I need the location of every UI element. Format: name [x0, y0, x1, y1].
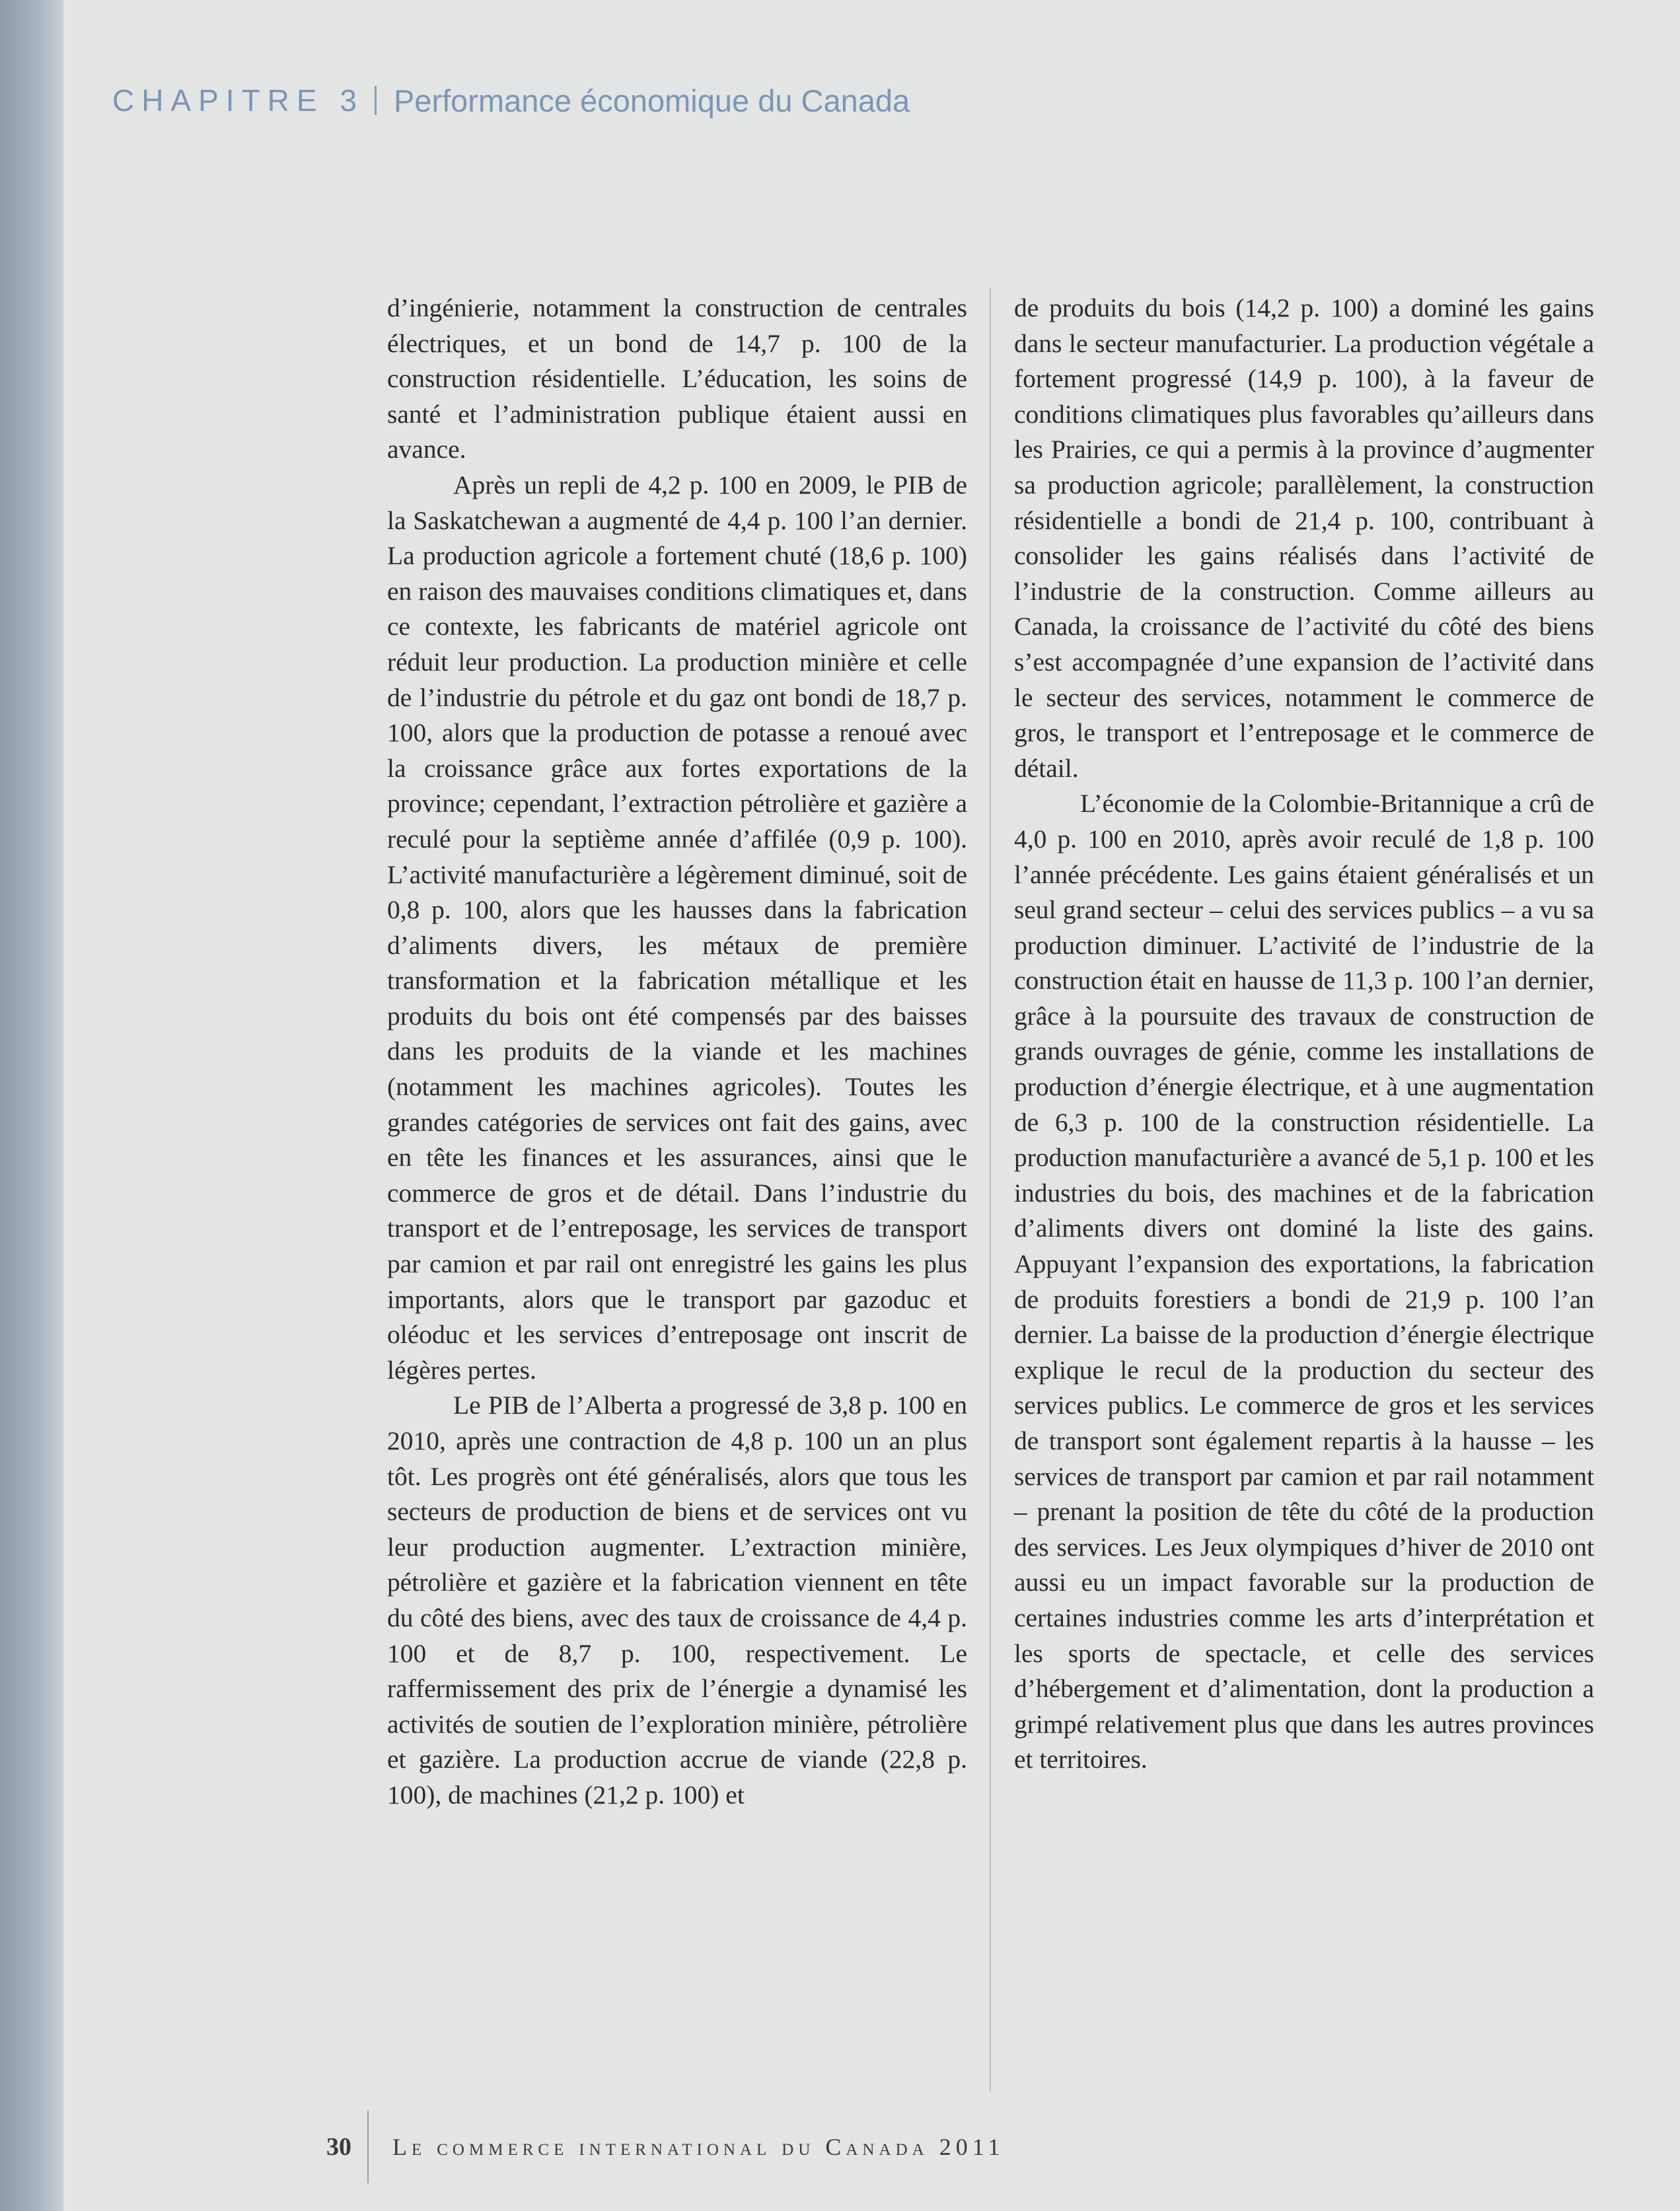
- header-separator: [375, 86, 377, 115]
- chapter-header: [112, 74, 910, 127]
- text-column-left: [387, 291, 967, 1813]
- page-edge-band: [0, 0, 63, 2211]
- paragraph: Après un repli de 4,2 p. 100 en 2009, le PIB de la Saskatchewan a augmenté de 4,4 p. 100 l’an dernier. La production agricole a fortement chuté (18,6 p. 100) en raison des mauvaises conditions climatiques et, dans ce contexte, les fabricants de matériel agricole ont réduit leur production. La production minière et celle de l’industrie du pétrole et du gaz ont bondi de 18,7 p. 100, alors que la production de potasse a renoué avec la croissance grâce aux fortes exportations de la province; cependant, l’extraction pétrolière et gazière a reculé pour la septième année d’affilée (0,9 p. 100). L’activité manufacturière a légèrement diminué, soit de 0,8 p. 100, alors que les hausses dans la fabrication d’aliments divers, les métaux de première transformation et la fabrication métallique et les produits du bois ont été compensés par des baisses dans les produits de la viande et les machines (notamment les machines agricoles). Toutes les grandes catégories de services ont fait des gains, avec en tête les finances et les assurances, ainsi que le commerce de gros et de détail. Dans l’industrie du transport et de l’entreposage, les services de transport par camion et par rail ont enregistré les gains les plus importants, alors que le transport par gazoduc et oléoduc et les services d’entreposage ont inscrit de légères pertes.: [387, 470, 967, 1385]
- page-number: 30: [326, 2133, 351, 2161]
- text-column-right: [1014, 291, 1594, 1778]
- column-divider: [990, 288, 991, 2091]
- paragraph: de produits du bois (14,2 p. 100) a dominé les gains dans le secteur manufacturier. La production végétale a fortement progressé (14,9 p. 100), à la faveur de conditions climatiques plus favorables qu’ailleurs dans les Prairies, ce qui a permis à la province d’augmenter sa production agricole; parallèlement, la construction résidentielle a bondi de 21,4 p. 100, contribuant à consolider les gains réalisés dans l’activité de l’industrie de la construction. Comme ailleurs au Canada, la croissance de l’activité du côté des biens s’est accompagnée d’une expansion de l’activité dans le secteur des services, notamment le commerce de gros, le transport et l’entreposage et le commerce de détail.: [1014, 293, 1594, 783]
- paragraph: d’ingénierie, notamment la construction de centrales électriques, et un bond de 14,7 p. 100 de la construction résidentielle. L’éducation, les soins de santé et l’administration publique étaient aussi en avance.: [387, 293, 967, 464]
- paragraph: Le PIB de l’Alberta a progressé de 3,8 p. 100 en 2010, après une contraction de 4,8 p. 100 un an plus tôt. Les progrès ont été généralisés, alors que tous les secteurs de production de biens et de services ont vu leur production augmenter. L’extraction minière, pétrolière et gazière et la fabrication viennent en tête du côté des biens, avec des taux de croissance de 4,4 p. 100 et de 8,7 p. 100, respectivement. Le raffermissement des prix de l’énergie a dynamisé les activités de soutien de l’exploration minière, pétrolière et gazière. La production accrue de viande (22,8 p. 100), de machines (21,2 p. 100) et: [387, 1391, 967, 1809]
- paragraph: L’économie de la Colombie-Britannique a crû de 4,0 p. 100 en 2010, après avoir reculé de 1,8 p. 100 l’année précédente. Les gains étaient généralisés et un seul grand secteur – celui des services publics – a vu sa production diminuer. L’activité de l’industrie de la construction était en hausse de 11,3 p. 100 l’an dernier, grâce à la poursuite des travaux de construction de grands ouvrages de génie, comme les installations de production d’énergie électrique, et à une augmentation de 6,3 p. 100 de la construction résidentielle. La production manufacturière a avancé de 5,1 p. 100 et les industries du bois, des machines et de la fabrication d’aliments divers ont dominé la liste des gains. Appuyant l’expansion des exportations, la fabrication de produits forestiers a bondi de 21,9 p. 100 l’an dernier. La baisse de la production d’énergie électrique explique le recul de la production du secteur des services publics. Le commerce de gros et les services de transport sont également repartis à la hausse – les services de transport par camion et par rail notamment – prenant la position de tête du côté de la production des services. Les Jeux olympiques d’hiver de 2010 ont aussi eu un impact favorable sur la production de certaines industries comme les arts d’interprétation et les sports de spectacle, et celle des services d’hébergement et d’alimentation, dont la production a grimpé relativement plus que dans les autres provinces et territoires.: [1014, 789, 1594, 1774]
- page-footer: [310, 2111, 1004, 2183]
- footer-separator: [367, 2111, 369, 2183]
- chapter-title: Performance économique du Canada: [393, 83, 910, 118]
- publication-title: Le commerce international du Canada 2011: [392, 2134, 1005, 2160]
- chapter-label: CHAPITRE 3: [112, 83, 364, 118]
